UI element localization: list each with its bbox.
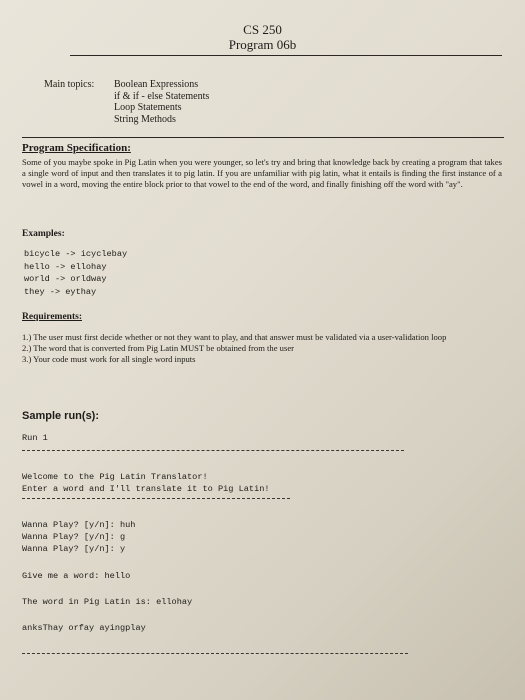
run-label: Run 1 xyxy=(22,433,48,443)
play-prompt-line: Wanna Play? [y/n]: y xyxy=(22,544,126,554)
dashed-divider xyxy=(22,653,408,654)
requirement-item: 3.) Your code must work for all single word inputs xyxy=(22,354,196,364)
play-prompt-line: Wanna Play? [y/n]: huh xyxy=(22,520,136,530)
dashed-divider xyxy=(22,450,404,451)
topic-item: Boolean Expressions xyxy=(114,79,199,90)
requirement-item: 2.) The word that is converted from Pig Latin MUST be obtained from the user xyxy=(22,343,294,353)
result-line: The word in Pig Latin is: ellohay xyxy=(22,597,193,607)
example-line: hello -> ellohay xyxy=(24,261,107,272)
main-topics-list xyxy=(114,79,209,125)
header-rule xyxy=(70,55,502,56)
topics-rule xyxy=(22,137,504,138)
topic-item: String Methods xyxy=(114,113,176,125)
topic-item: Loop Statements xyxy=(114,102,182,113)
play-prompt-line: Wanna Play? [y/n]: g xyxy=(22,532,126,542)
course-title: CS 250 xyxy=(243,22,282,37)
dashed-divider xyxy=(22,498,290,499)
topic-item: if & if - else Statements xyxy=(114,90,210,102)
requirement-item: 1.) The user must first decide whether or not they want to play, and that answer must be validated via a user-validation loop xyxy=(22,332,447,342)
welcome-line: Welcome to the Pig Latin Translator! xyxy=(22,472,208,482)
example-line: world -> orldway xyxy=(24,274,107,285)
examples-list xyxy=(24,248,127,298)
welcome-line: Enter a word and I'll translate it to Pig Latin! xyxy=(22,484,270,494)
spec-title: Program Specification: xyxy=(22,142,131,154)
examples-title: Examples: xyxy=(22,229,65,239)
program-title: Program 06b xyxy=(228,37,297,52)
example-line: bicycle -> icyclebay xyxy=(24,249,128,259)
sample-runs-title: Sample run(s): xyxy=(22,410,100,422)
closing-line: anksThay orfay ayingplay xyxy=(22,623,146,633)
main-topics xyxy=(44,79,209,125)
requirements-list xyxy=(22,332,502,365)
example-line: they -> eythay xyxy=(24,286,97,297)
requirements-title: Requirements: xyxy=(22,312,82,322)
document-header xyxy=(0,22,525,53)
give-word-line: Give me a word: hello xyxy=(22,571,131,581)
main-topics-label: Main topics: xyxy=(44,79,95,90)
spec-body: Some of you maybe spoke in Pig Latin when you were younger, so let's try and bring that knowledge back by creating a program that takes a single word of input and then translates it to pig latin. If you are unfamiliar with pig latin, what it entails is finding the first instance of a vowel in a word, moving the entire block prior to that vowel to the end of the word, and finally finishing off the word with "ay". xyxy=(22,157,502,190)
